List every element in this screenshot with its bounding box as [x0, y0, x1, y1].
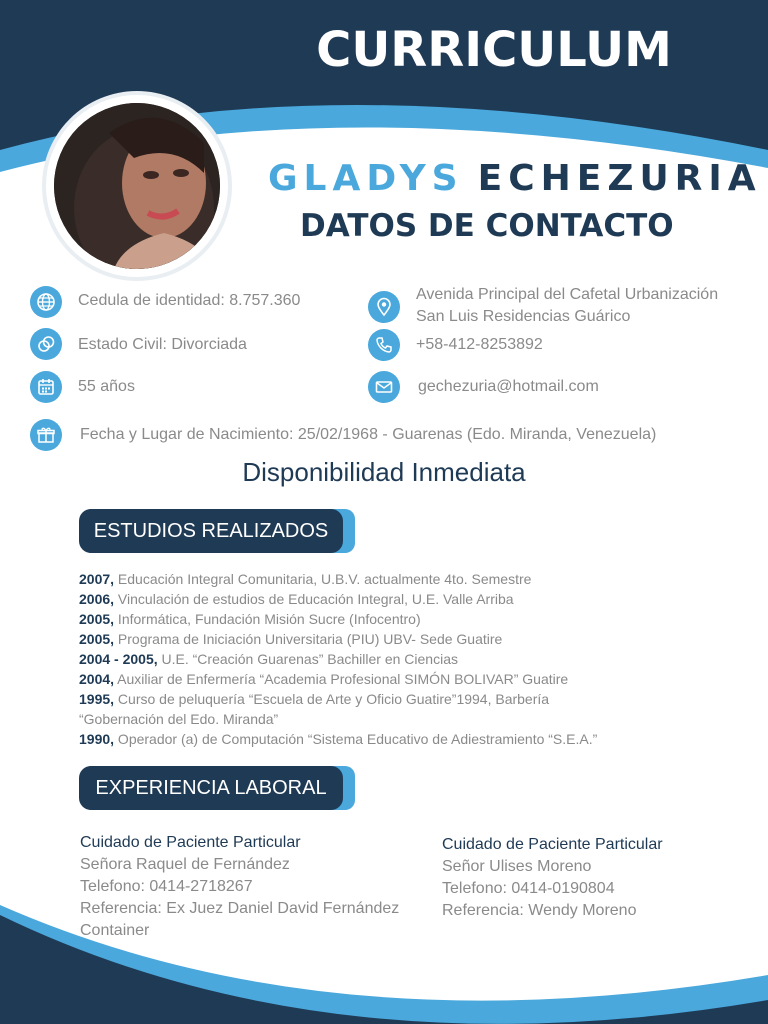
studies-heading: ESTUDIOS REALIZADOS [79, 509, 343, 553]
job-reference: Referencia: Ex Juez Daniel David Fernández Container [80, 900, 400, 939]
job-person: Señora Raquel de Fernández [80, 856, 290, 873]
experience-heading: EXPERIENCIA LABORAL [79, 766, 343, 810]
studies-list [79, 569, 719, 749]
list-item: 2004 - 2005, U.E. “Creación Guarenas” Bachiller en Ciencias [79, 651, 458, 667]
profile-photo [46, 95, 228, 277]
calendar-icon [30, 371, 62, 403]
location-pin-icon [368, 291, 400, 323]
person-name [268, 158, 762, 199]
estado-civil-text: Estado Civil: Divorciada [78, 336, 247, 353]
last-name: ECHEZURIA [477, 158, 762, 199]
avatar [54, 103, 220, 269]
edad-text: 55 años [78, 378, 135, 395]
address-line-2: San Luis Residencias Guárico [416, 308, 631, 325]
list-item: 2005, Informática, Fundación Misión Sucre (Infocentro) [79, 611, 421, 627]
list-item: 1990, Operador (a) de Computación “Sistema Educativo de Adiestramiento “S.E.A.” [79, 731, 598, 747]
contact-heading: DATOS DE CONTACTO [300, 208, 674, 244]
gift-icon [30, 419, 62, 451]
job-title: Cuidado de Paciente Particular [442, 836, 663, 853]
list-item: 2007, Educación Integral Comunitaria, U.B.V. actualmente 4to. Semestre [79, 571, 532, 587]
job-person: Señor Ulises Moreno [442, 858, 592, 875]
globe-icon [30, 286, 62, 318]
rings-icon [30, 328, 62, 360]
experience-heading-pill [79, 766, 355, 810]
first-name: GLADYS [268, 158, 464, 199]
email-text: gechezuria@hotmail.com [418, 378, 599, 395]
job-title: Cuidado de Paciente Particular [80, 834, 301, 851]
job-phone: Telefono: 0414-0190804 [442, 880, 615, 897]
list-item: 2004, Auxiliar de Enfermería “Academia Profesional SIMÓN BOLIVAR” Guatire [79, 671, 569, 687]
phone-text: +58-412-8253892 [416, 336, 543, 353]
job-reference: Referencia: Wendy Moreno [442, 902, 637, 919]
list-item: 2006, Vinculación de estudios de Educación Integral, U.E. Valle Arriba [79, 591, 514, 607]
page-title: CURRICULUM [316, 22, 672, 78]
list-item: 1995, Curso de peluquería “Escuela de Arte y Oficio Guatire”1994, Barbería “Gobernación del Edo. Miranda” [79, 691, 550, 727]
nacimiento-text: Fecha y Lugar de Nacimiento: 25/02/1968 - Guarenas (Edo. Miranda, Venezuela) [80, 426, 657, 443]
job-entry-1 [80, 832, 410, 942]
availability-text: Disponibilidad Inmediata [242, 457, 526, 487]
job-entry-2 [442, 834, 742, 922]
list-item: 2005, Programa de Iniciación Universitaria (PIU) UBV- Sede Guatire [79, 631, 503, 647]
cedula-text: Cedula de identidad: 8.757.360 [78, 292, 301, 309]
studies-heading-pill [79, 509, 355, 553]
phone-icon [368, 329, 400, 361]
job-phone: Telefono: 0414-2718267 [80, 878, 253, 895]
mail-icon [368, 371, 400, 403]
address-line-1: Avenida Principal del Cafetal Urbanización [416, 286, 719, 303]
